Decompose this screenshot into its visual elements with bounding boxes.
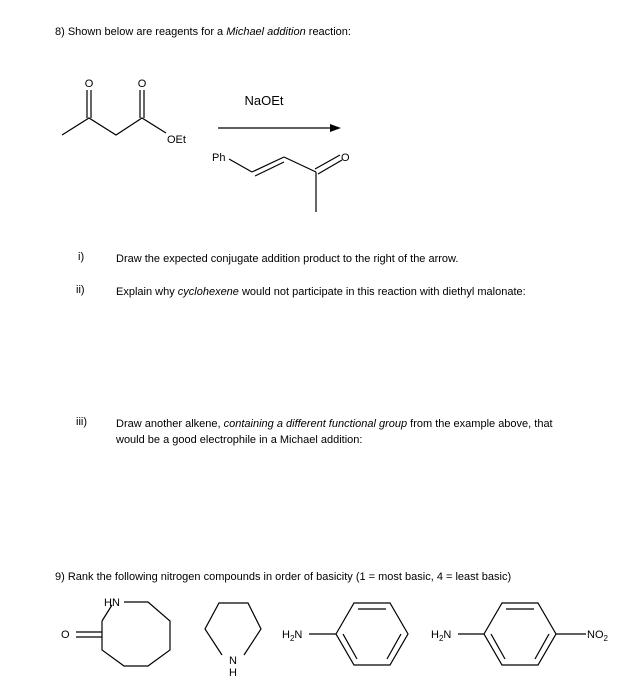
phenyl-label: Ph	[212, 152, 226, 164]
item-i-number: i)	[78, 251, 85, 263]
item-iii-text	[116, 416, 553, 448]
item-ii-post: would not participate in this reaction with diethyl malonate:	[238, 286, 526, 298]
item-iii-line2: would be a good electrophile in a Michael addition:	[116, 434, 363, 446]
heading-suffix: reaction:	[305, 26, 351, 38]
ester-oxygen-label: O	[137, 78, 147, 90]
pyrrolidine-n-label: N	[229, 655, 237, 667]
lactam-nh-label: HN	[104, 597, 120, 609]
nitrogen-compounds	[0, 590, 633, 700]
item-iii-emphasis: containing a different functional group	[223, 418, 408, 430]
lactam-oxygen-label: O	[61, 629, 70, 641]
pyrrolidine-structure	[205, 603, 261, 679]
item-ii-number: ii)	[76, 284, 85, 296]
item-ii-text	[116, 284, 526, 300]
nitroaniline-structure	[431, 603, 609, 665]
enone-structure	[212, 152, 350, 212]
item-iii-number: iii)	[76, 416, 87, 428]
ketone-oxygen-label: O	[84, 78, 94, 90]
item-ii-pre: Explain why	[116, 286, 178, 298]
reaction-arrow-head	[330, 124, 341, 132]
aniline-amine-label: $H_2N$	[282, 629, 303, 643]
item-i-text: Draw the expected conjugate addition product to the right of the arrow.	[116, 253, 459, 265]
ethoxy-label: OEt	[167, 134, 186, 146]
item-iii-post: from the example above, that	[407, 418, 553, 430]
nitroaniline-amine-label: $H_2N$	[431, 629, 452, 643]
reaction-scheme	[0, 0, 633, 230]
enone-oxygen-label: O	[341, 152, 350, 164]
lactam-structure	[61, 597, 170, 666]
item-iii-pre: Draw another alkene,	[116, 418, 224, 430]
ethyl-acetoacetate-structure	[62, 78, 186, 146]
aniline-structure	[282, 603, 408, 665]
reagent-label: NaOEt	[244, 93, 284, 108]
pyrrolidine-h-label: H	[229, 667, 237, 679]
question-9-heading: 9) Rank the following nitrogen compounds in order of basicity (1 = most basic, 4 = least basic)	[55, 571, 512, 583]
heading-prefix: 8) Shown below are reagents for a	[55, 26, 227, 38]
nitro-group-label: $NO_2$	[587, 629, 608, 643]
item-ii-emphasis: cyclohexene	[177, 286, 239, 298]
heading-emphasis: Michael addition	[226, 26, 306, 38]
